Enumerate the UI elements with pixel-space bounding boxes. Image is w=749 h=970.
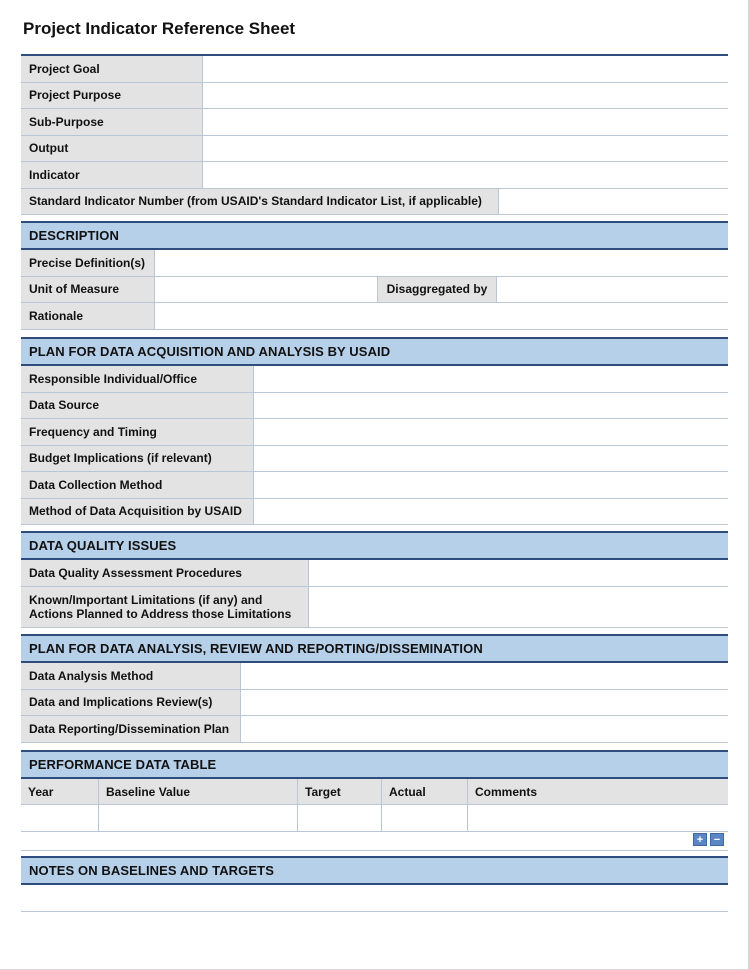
field-label-known-limitations-line2: Actions Planned to Address those Limitations — [29, 606, 292, 621]
section-header-plan-analysis: PLAN FOR DATA ANALYSIS, REVIEW AND REPORTING/DISSEMINATION — [21, 634, 728, 663]
field-input-data-implications-review[interactable] — [241, 690, 728, 716]
cell-actual[interactable] — [382, 805, 468, 831]
field-label-sub-purpose: Sub-Purpose — [21, 109, 203, 135]
field-row-project-purpose — [21, 83, 728, 110]
field-input-indicator[interactable] — [203, 162, 728, 188]
field-label-project-goal: Project Goal — [21, 56, 203, 82]
page-title: Project Indicator Reference Sheet — [23, 19, 296, 38]
field-input-method-data-acquisition[interactable] — [254, 499, 728, 525]
section-header-plan-acquisition: PLAN FOR DATA ACQUISITION AND ANALYSIS BY USAID — [21, 337, 728, 366]
field-row-data-source — [21, 393, 728, 420]
field-label-data-implications-review: Data and Implications Review(s) — [21, 690, 241, 716]
field-row-reporting-dissemination — [21, 716, 728, 743]
field-input-budget-implications[interactable] — [254, 446, 728, 472]
field-row-quality-assessment — [21, 560, 728, 587]
field-label-known-limitations-line1: Known/Important Limitations (if any) and — [29, 592, 263, 607]
field-input-rationale[interactable] — [155, 303, 728, 329]
field-row-method-data-acquisition — [21, 499, 728, 526]
column-header-actual: Actual — [382, 779, 468, 804]
field-label-precise-definition: Precise Definition(s) — [21, 250, 155, 276]
field-label-responsible-individual: Responsible Individual/Office — [21, 366, 254, 392]
field-label-unit-of-measure: Unit of Measure — [21, 277, 155, 303]
field-input-data-analysis-method[interactable] — [241, 663, 728, 689]
field-row-sub-purpose — [21, 109, 728, 136]
field-input-frequency-timing[interactable] — [254, 419, 728, 445]
field-label-data-analysis-method: Data Analysis Method — [21, 663, 241, 689]
field-label-budget-implications: Budget Implications (if relevant) — [21, 446, 254, 472]
field-label-rationale: Rationale — [21, 303, 155, 329]
description-section — [21, 221, 728, 330]
field-label-method-data-acquisition: Method of Data Acquisition by USAID — [21, 499, 254, 525]
field-input-data-source[interactable] — [254, 393, 728, 419]
field-row-rationale — [21, 303, 728, 330]
field-input-data-collection-method[interactable] — [254, 472, 728, 498]
field-input-unit-of-measure[interactable] — [155, 277, 377, 303]
performance-table-header — [21, 779, 728, 805]
field-row-data-analysis-method — [21, 663, 728, 690]
add-row-button[interactable]: + — [693, 833, 707, 846]
field-label-data-collection-method: Data Collection Method — [21, 472, 254, 498]
field-row-indicator — [21, 162, 728, 189]
divider — [21, 850, 728, 851]
field-row-data-implications-review — [21, 690, 728, 717]
field-input-quality-assessment[interactable] — [309, 560, 728, 586]
cell-baseline-value[interactable] — [99, 805, 298, 831]
plan-acquisition-section — [21, 337, 728, 525]
field-input-disaggregated-by[interactable] — [497, 277, 728, 303]
field-input-project-purpose[interactable] — [203, 83, 728, 109]
field-row-precise-definition — [21, 250, 728, 277]
field-input-standard-indicator-number[interactable] — [499, 189, 728, 215]
performance-section — [21, 750, 728, 832]
field-label-project-purpose: Project Purpose — [21, 83, 203, 109]
field-label-frequency-timing: Frequency and Timing — [21, 419, 254, 445]
notes-input[interactable] — [21, 885, 728, 912]
plan-analysis-section — [21, 634, 728, 743]
data-quality-section — [21, 531, 728, 628]
field-input-responsible-individual[interactable] — [254, 366, 728, 392]
cell-comments[interactable] — [468, 805, 728, 831]
field-input-reporting-dissemination[interactable] — [241, 716, 728, 742]
section-header-notes: NOTES ON BASELINES AND TARGETS — [21, 856, 728, 885]
section-header-data-quality: DATA QUALITY ISSUES — [21, 531, 728, 560]
field-input-sub-purpose[interactable] — [203, 109, 728, 135]
field-label-reporting-dissemination: Data Reporting/Dissemination Plan — [21, 716, 241, 742]
field-row-known-limitations — [21, 587, 728, 628]
field-row-project-goal — [21, 56, 728, 83]
field-label-quality-assessment: Data Quality Assessment Procedures — [21, 560, 309, 586]
field-row-output — [21, 136, 728, 163]
field-label-standard-indicator-number: Standard Indicator Number (from USAID's Standard Indicator List, if applicable) — [21, 189, 499, 215]
field-label-output: Output — [21, 136, 203, 162]
table-row — [21, 805, 728, 832]
column-header-comments: Comments — [475, 784, 538, 799]
section-header-performance: PERFORMANCE DATA TABLE — [21, 750, 728, 779]
field-row-data-collection-method — [21, 472, 728, 499]
field-row-responsible-individual — [21, 366, 728, 393]
field-input-known-limitations[interactable] — [309, 587, 728, 627]
field-row-frequency-timing — [21, 419, 728, 446]
field-input-precise-definition[interactable] — [155, 250, 728, 276]
field-label-disaggregated-by: Disaggregated by — [377, 277, 497, 303]
field-label-known-limitations — [21, 587, 309, 627]
field-label-indicator: Indicator — [21, 162, 203, 188]
field-row-unit-of-measure — [21, 277, 728, 304]
top-fields-section — [21, 56, 728, 215]
field-input-project-goal[interactable] — [203, 56, 728, 82]
column-header-year: Year — [21, 779, 99, 804]
section-header-description: DESCRIPTION — [21, 221, 728, 250]
field-label-data-source: Data Source — [21, 393, 254, 419]
cell-year[interactable] — [21, 805, 99, 831]
remove-row-button[interactable]: − — [710, 833, 724, 846]
column-header-target: Target — [298, 779, 382, 804]
field-row-standard-indicator-number — [21, 189, 728, 216]
cell-target[interactable] — [298, 805, 382, 831]
column-header-baseline-value: Baseline Value — [99, 779, 298, 804]
field-input-output[interactable] — [203, 136, 728, 162]
field-row-budget-implications — [21, 446, 728, 473]
notes-section — [21, 856, 728, 912]
